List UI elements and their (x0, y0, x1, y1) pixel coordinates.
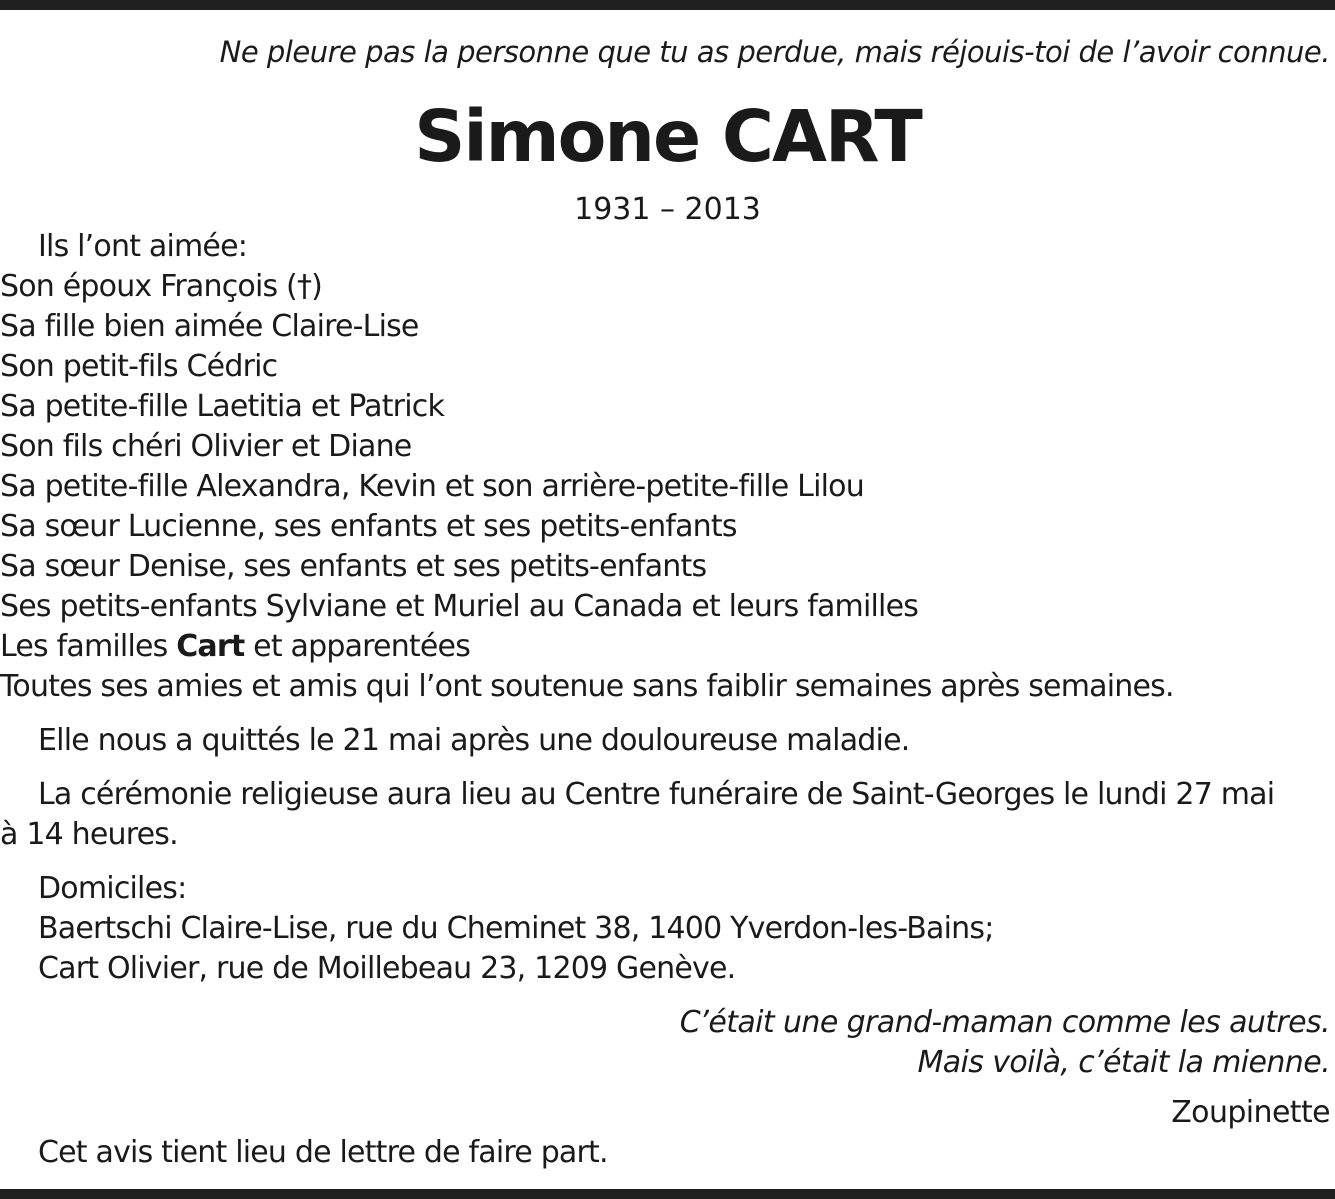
family-line: Sa sœur Denise, ses enfants et ses petits-enfants (0, 549, 707, 584)
friends-line: Toutes ses amies et amis qui l’ont soutenue sans faiblir semaines après semaines. (0, 669, 1174, 704)
domiciles-label: Domiciles: (38, 871, 187, 906)
family-line: Sa petite-fille Alexandra, Kevin et son arrière-petite-fille Lilou (0, 469, 864, 504)
life-years: 1931 – 2013 (574, 192, 761, 227)
closing-note: Cet avis tient lieu de lettre de faire part. (38, 1135, 608, 1170)
families-line (0, 629, 471, 664)
ceremony-line-1: La cérémonie religieuse aura lieu au Centre funéraire de Saint-Georges le lundi 27 mai (38, 777, 1275, 812)
family-line: Sa petite-fille Laetitia et Patrick (0, 389, 445, 424)
signature: Zoupinette (1171, 1095, 1330, 1130)
quote-line-1: C’était une grand-maman comme les autres. (679, 1005, 1330, 1040)
ceremony-line-2: à 14 heures. (0, 817, 178, 852)
domicile-address: Baertschi Claire-Lise, rue du Cheminet 38, 1400 Yverdon-les-Bains; (38, 911, 994, 946)
family-line: Sa fille bien aimée Claire-Lise (0, 309, 419, 344)
quote-line-2: Mais voilà, c’était la mienne. (917, 1045, 1330, 1080)
family-line: Son fils chéri Olivier et Diane (0, 429, 412, 464)
family-line: Sa sœur Lucienne, ses enfants et ses petits-enfants (0, 509, 737, 544)
family-line: Son petit-fils Cédric (0, 349, 278, 384)
domicile-address: Cart Olivier, rue de Moillebeau 23, 1209 Genève. (38, 951, 736, 986)
motto: Ne pleure pas la personne que tu as perdue, mais réjouis-toi de l’avoir connue. (219, 35, 1330, 69)
deceased-name: Simone CART (414, 95, 921, 178)
families-surname: Cart (176, 629, 245, 664)
family-intro: Ils l’ont aimée: (38, 229, 248, 264)
bottom-rule (0, 1189, 1335, 1199)
family-line: Son époux François (†) (0, 269, 323, 304)
families-suffix: et apparentées (244, 629, 471, 664)
top-rule (0, 0, 1335, 10)
families-prefix: Les familles (0, 629, 177, 664)
family-line: Ses petits-enfants Sylviane et Muriel au Canada et leurs familles (0, 589, 919, 624)
death-notice: Elle nous a quittés le 21 mai après une douloureuse maladie. (38, 723, 910, 758)
